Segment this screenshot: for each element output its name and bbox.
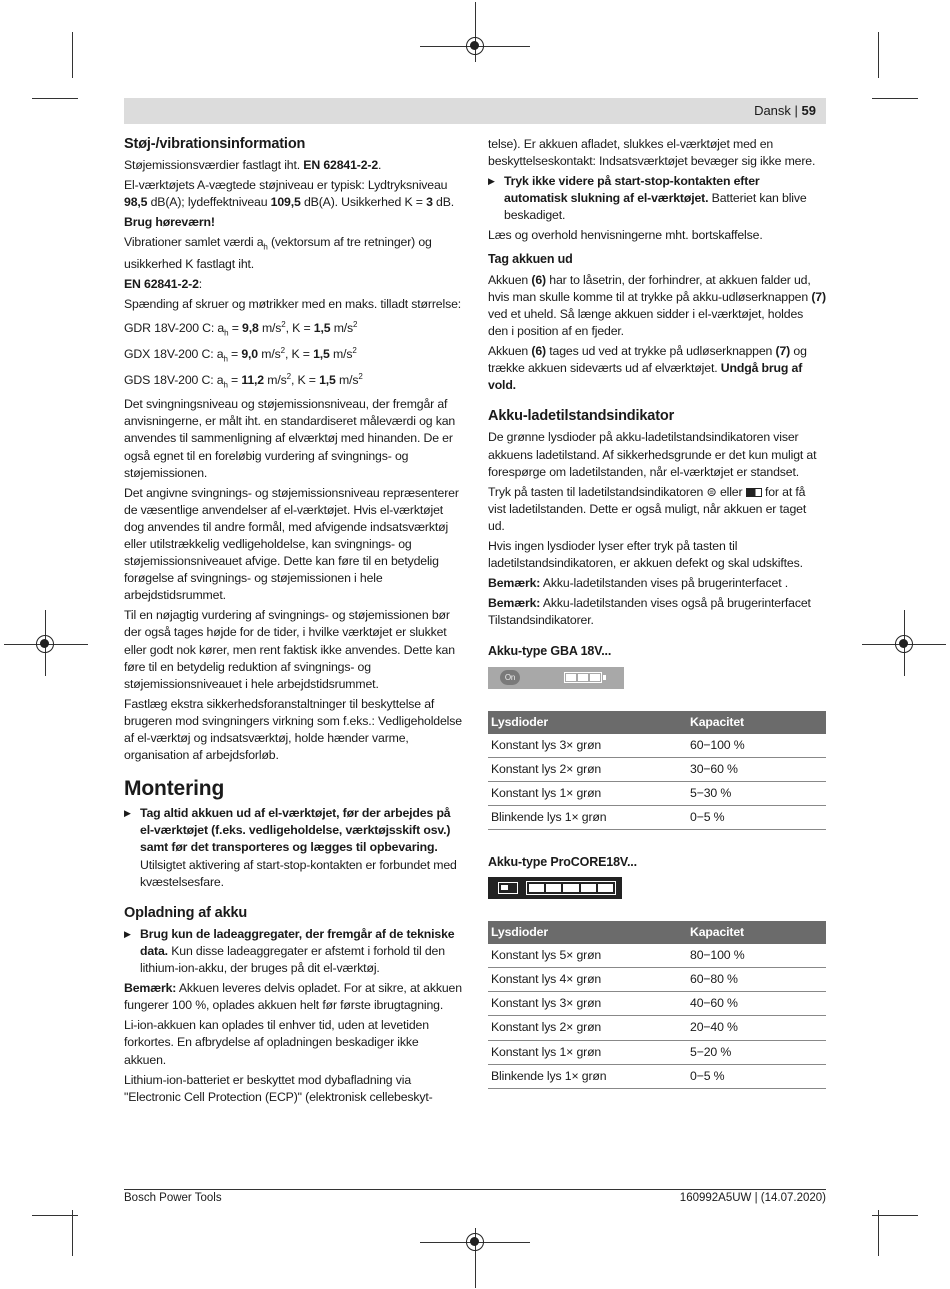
paragraph: Fastlæg ekstra sikkerhedsforanstaltninger til beskyttelse af brugeren mod svingningers virkning som f.eks.: Vedligeholdelse af el-værktøj og indsatsværktøj, holde hænder varme, organisation af arbejdsforløb. <box>124 696 462 763</box>
crop-mark <box>878 32 879 78</box>
footer-brand: Bosch Power Tools <box>124 1192 222 1204</box>
paragraph: Akkuen (6) har to låsetrin, der forhindrer, at akkuen falder ud, hvis man skulle komme til at trykke på akku-udløserknappen (7) ved et uheld. Så længe akkuen sidder i el-værktøjet, holdes den i position af en fjeder. <box>488 272 826 338</box>
paragraph: telse). Er akkuen afladet, slukkes el-værktøjet med en beskyttelseskontakt: Indsatsværktøjet bevæger sig ikke mere. <box>488 137 816 169</box>
standard-ref: EN 62841-2-2: <box>124 277 203 292</box>
paragraph: El-værktøjets A-vægtede støjniveau er typisk: Lydtryksniveau 98,5 dB(A); lydeffektniveau 109,5 dB(A). Usikkerhed K = 3 dB. <box>124 178 455 210</box>
crop-mark <box>72 32 73 78</box>
paragraph: Læs og overhold henvisningerne mht. bortskaffelse. <box>488 228 763 243</box>
paragraph: Vibrationer samlet værdi $a_h$ (vektorsum af tre retninger) og usikkerhed K fastlagt iht. <box>124 235 432 272</box>
note-paragraph: Bemærk: Akku-ladetilstanden vises også på brugerinterfacet Tilstandsindikatorer. <box>488 596 811 628</box>
paragraph: De grønne lysdioder på akku-ladetilstandsindikatoren viser akkuens ladetilstand. Af sikkerhedsgrunde er det kun muligt at forespørge om ladetilstanden, når el-værktøjet er standset. <box>488 430 817 479</box>
procore-capacity-table <box>488 921 826 1089</box>
table-row: Blinkende lys 1× grøn 0−5 % <box>488 805 826 829</box>
table-header: Lysdioder <box>488 711 690 734</box>
procore-indicator-illustration <box>488 877 622 899</box>
crop-mark <box>72 1210 73 1256</box>
battery-type-procore: Akku-type ProCORE18V... <box>488 855 637 869</box>
table-row: Konstant lys 1× grøn 5−20 % <box>488 1040 826 1064</box>
on-button-icon: On <box>500 670 520 685</box>
section-title-montering: Montering <box>124 777 225 801</box>
note-paragraph: Bemærk: Akku-ladetilstanden vises på brugerinterfacet . <box>488 576 789 591</box>
table-row: Konstant lys 3× grøn 40−60 % <box>488 992 826 1016</box>
page-header <box>124 98 826 124</box>
battery-icon <box>746 488 762 497</box>
hearing-protection-warning: Brug høreværn! <box>124 215 215 230</box>
gba-capacity-table <box>488 711 826 830</box>
crop-mark <box>878 1210 879 1256</box>
registration-mark-icon <box>36 635 54 653</box>
table-header-row <box>488 711 826 734</box>
registration-mark-icon <box>895 635 913 653</box>
section-title-charge-indicator: Akku-ladetilstandsindikator <box>488 408 675 425</box>
table-row: Konstant lys 5× grøn 80−100 % <box>488 944 826 968</box>
left-column <box>124 136 462 1109</box>
paragraph: Tryk på tasten til ladetilstandsindikatoren ⊜ eller for at få vist ladetilstanden. Dette er også muligt, når akkuen er taget ud. <box>488 484 807 533</box>
battery-level-icon <box>526 881 616 895</box>
battery-type-gba: Akku-type GBA 18V... <box>488 644 612 659</box>
charge-button-icon: ⊜ <box>706 484 717 499</box>
right-column <box>488 136 826 1095</box>
table-row: Konstant lys 2× grøn 20−40 % <box>488 1016 826 1040</box>
footer-doc-id: 160992A5UW | (14.07.2020) <box>679 1192 826 1204</box>
footer-rule <box>124 1189 826 1190</box>
section-title-charging: Opladning af akku <box>124 904 248 921</box>
battery-level-icon <box>564 672 602 683</box>
table-header: Lysdioder <box>488 921 690 944</box>
registration-mark-icon <box>466 37 484 55</box>
table-row: Konstant lys 4× grøn 60−80 % <box>488 968 826 992</box>
table-row: Blinkende lys 1× grøn 0−5 % <box>488 1064 826 1088</box>
registration-mark-icon <box>466 1233 484 1251</box>
bullet-item: ▶ Tryk ikke videre på start-stop-kontakten efter automatisk slukning af el-værktøjet. Batteriet kan blive beskadiget. <box>488 173 826 224</box>
value-line-gdx: GDX 18V-200 C: $a_h = 9,0$ $m/s^2$, K = 1,5 $m/s^2$ <box>124 345 357 364</box>
table-header-row <box>488 921 826 944</box>
paragraph: Det svingningsniveau og støjemissionsniveau, der fremgår af anvisningerne, er målt iht. en standardiseret måleværdi og kan anvendes til sammenligning af elværktøj med hinanden. De er også egnet til en foreløbig vurdering af svingnings- og støjemissionen. <box>124 397 456 480</box>
value-line-gdr: GDR 18V-200 C: $a_h = 9,8$ $m/s^2$, K = 1,5 $m/s^2$ <box>124 320 358 338</box>
bullet-item: ▶ Brug kun de ladeaggregater, der fremgår af de tekniske data. Kun disse ladeaggregater er afstemt i forhold til den lithium-ion-akku, der bruges på dit el-værktøj. <box>124 926 462 977</box>
table-row: Konstant lys 3× grøn 60−100 % <box>488 734 826 758</box>
crop-mark <box>32 1215 78 1216</box>
bullet-item: ▶ Tag altid akkuen ud af el-værktøjet, før der arbejdes på el-værktøjet (f.eks. vedligeholdelse, værktøjsskift osv.) samt før det transporteres og lægges til opbevaring. Utilsigtet aktivering af start-stop-kontakten er forbundet med kvæstelsesfare. <box>124 805 462 890</box>
table-header: Kapacitet <box>690 711 826 734</box>
paragraph: Akkuen (6) tages ud ved at trykke på udløserknappen (7) og trække akkuen sideværts ud af elværktøjet. Undgå brug af vold. <box>488 344 807 393</box>
page-number: 59 <box>801 103 816 118</box>
page-header-text: Dansk | 59 <box>754 103 816 118</box>
crop-mark <box>872 98 918 99</box>
paragraph: Det angivne svingnings- og støjemissionsniveau repræsenterer de væsentlige anvendelser af el-værktøjet. Hvis el-værktøjet dog anvendes til andre formål, med afvigende indsatsværktøj eller utilstrækkelig vedligeholdelse, kan svingnings- og støjemissionsniveauet afvige. Dette kan føre til en betydelig forøgelse af svingnings- og støjemissionen i hele arbejdstidsrummet. <box>124 485 459 603</box>
paragraph: Li-ion-akkuen kan oplades til enhver tid, uden at levetiden forkortes. En afbrydelse af opladningen beskadiger ikke akkuen. <box>124 1018 429 1067</box>
header-language: Dansk <box>754 103 791 118</box>
paragraph: Støjemissionsværdier fastlagt iht. EN 62841-2-2. <box>124 158 382 173</box>
paragraph: Til en nøjagtig vurdering af svingnings- og støjemissionen bør der også tages højde for de tider, i hvilke værktøjet er slukket eller godt nok kører, men rent faktisk ikke anvendes. Dette kan føre til en betydelig reduktion af svingnings- og støjemissionsniveauet i hele arbejdstidsrummet. <box>124 608 455 691</box>
paragraph: Lithium-ion-batteriet er beskyttet mod dybafladning via "Electronic Cell Protection (ECP)" (elektronisk cellebeskyt- <box>124 1072 433 1104</box>
subsection-title-remove-battery: Tag akkuen ud <box>488 251 573 266</box>
paragraph: Spænding af skruer og møtrikker med en maks. tilladt størrelse: <box>124 297 462 312</box>
value-line-gds: GDS 18V-200 C: $a_h = 11,2$ $m/s^2$, K = 1,5 $m/s^2$ <box>124 371 363 390</box>
table-row: Konstant lys 2× grøn 30−60 % <box>488 757 826 781</box>
gba-indicator-illustration <box>488 667 624 689</box>
table-header: Kapacitet <box>690 921 826 944</box>
crop-mark <box>32 98 78 99</box>
note-paragraph: Bemærk: Akkuen leveres delvis opladet. For at sikre, at akkuen fungerer 100 %, oplades akkuen helt før første ibrugtagning. <box>124 981 462 1013</box>
crop-mark <box>872 1215 918 1216</box>
section-title-noise: Støj-/vibrationsinformation <box>124 136 306 152</box>
battery-small-icon <box>498 882 518 894</box>
table-row: Konstant lys 1× grøn 5−30 % <box>488 781 826 805</box>
paragraph: Hvis ingen lysdioder lyser efter tryk på tasten til ladetilstandsindikatoren, er akkuen defekt og skal udskiftes. <box>488 538 803 571</box>
